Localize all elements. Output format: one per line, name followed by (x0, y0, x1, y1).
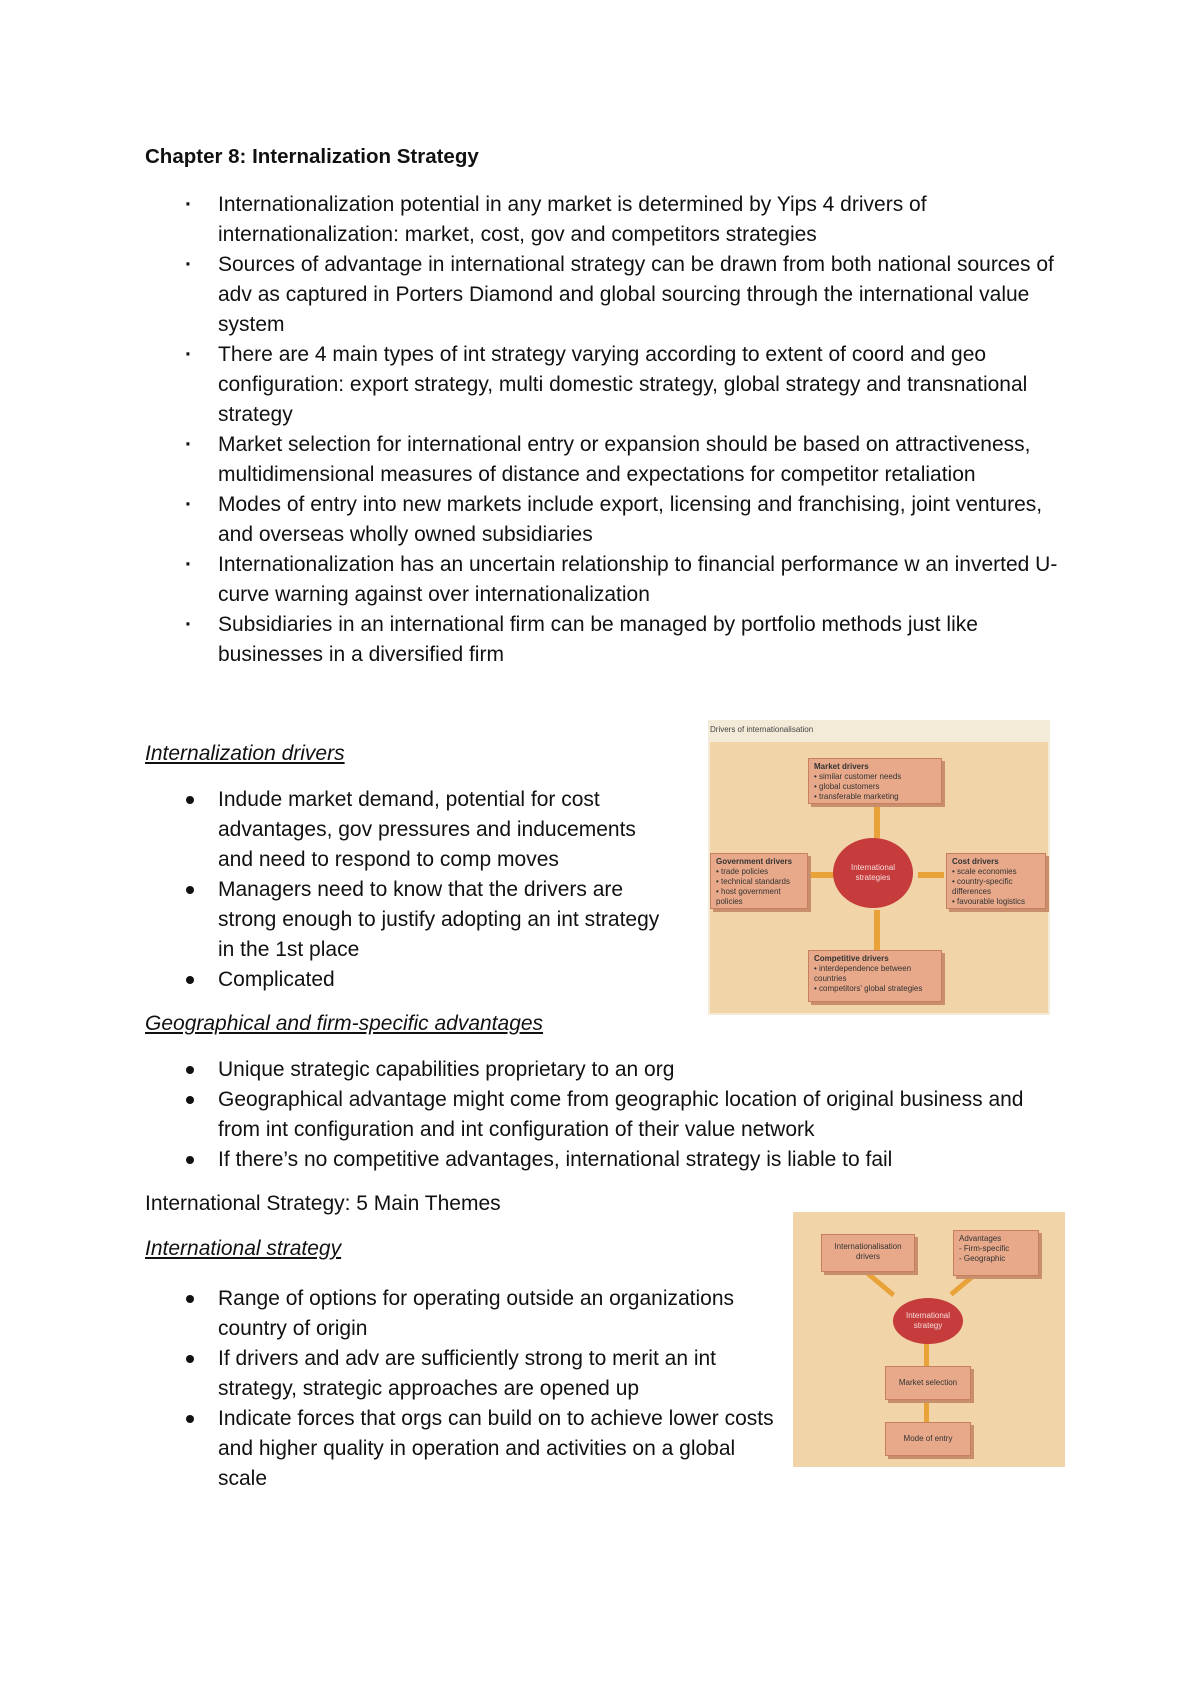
drivers-list (145, 785, 675, 995)
box-title: Government drivers (716, 857, 793, 866)
list-item: Unique strategic capabilities proprietary to an org (145, 1055, 1065, 1085)
list-item: Complicated (145, 965, 675, 995)
market-selection-box: Market selection (885, 1366, 971, 1400)
arrow-drivers-to-strategy (861, 1268, 895, 1298)
box-item: • country-specific differences (952, 877, 1013, 896)
market-drivers-box (808, 758, 942, 804)
arrow-down (874, 798, 880, 838)
mode-of-entry-box: Mode of entry (885, 1422, 971, 1456)
list-item: Managers need to know that the drivers are strong enough to justify adopting an int strategy in the 1st place (145, 875, 675, 965)
box-item: • favourable logistics (952, 897, 1026, 906)
page-title: Chapter 8: Internalization Strategy (145, 145, 479, 168)
box-title: Cost drivers (952, 857, 999, 866)
list-item: · Modes of entry into new markets include export, licensing and franchising, joint ventures, and overseas wholly owned subsidiaries (145, 490, 1065, 550)
box-item: • technical standards (716, 877, 790, 886)
drivers-heading: Internalization drivers (145, 742, 345, 765)
list-item: · Market selection for international entry or expansion should be based on attractiveness, multidimensional measures of distance and expectations for competitor retaliation (145, 430, 1065, 490)
list-item: · Internationalization potential in any market is determined by Yips 4 drivers of internationalization: market, cost, gov and competitors strategies (145, 190, 1065, 250)
summary-list (145, 190, 1065, 670)
list-item: Indude market demand, potential for cost advantages, gov pressures and inducements and need to respond to comp moves (145, 785, 675, 875)
box-title: Competitive drivers (814, 954, 889, 963)
strategy-heading: International strategy (145, 1237, 342, 1260)
advantages-list (145, 1055, 1065, 1175)
box-item: • scale economies (952, 867, 1017, 876)
list-item: · Sources of advantage in international strategy can be drawn from both national sources of adv as captured in Porters Diamond and global sourcing through the international value system (145, 250, 1065, 340)
themes-title: International Strategy: 5 Main Themes (145, 1192, 501, 1215)
box-item: - Geographic (959, 1254, 1006, 1263)
list-item: · Subsidiaries in an international firm can be managed by portfolio methods just like businesses in a diversified firm (145, 610, 1065, 670)
arrow-market-to-mode (924, 1399, 929, 1423)
list-item: Indicate forces that orgs can build on to achieve lower costs and higher quality in operation and activities on a global scale (145, 1404, 785, 1494)
drivers-diagram (708, 720, 1050, 1015)
arrow-left (918, 872, 944, 878)
list-item: Range of options for operating outside an organizations country of origin (145, 1284, 785, 1344)
box-title: Advantages (959, 1234, 1002, 1243)
box-item: • transferable marketing (814, 792, 899, 801)
list-item: · There are 4 main types of int strategy varying according to extent of coord and geo configuration: export strategy, multi domestic strategy, global strategy and transnational strategy (145, 340, 1065, 430)
list-item: If there’s no competitive advantages, international strategy is liable to fail (145, 1145, 1065, 1175)
competitive-drivers-box (808, 950, 942, 1002)
list-item: Geographical advantage might come from geographic location of original business and from int configuration and int configuration of their value network (145, 1085, 1065, 1145)
box-item: • trade policies (716, 867, 769, 876)
strategy-list (145, 1284, 785, 1494)
list-item: If drivers and adv are sufficiently strong to merit an int strategy, strategic approaches are opened up (145, 1344, 785, 1404)
list-item: · Internationalization has an uncertain relationship to financial performance w an inverted U-curve warning against over internationalization (145, 550, 1065, 610)
box-item: • competitors' global strategies (814, 984, 923, 993)
international-strategies-circle: International strategies (833, 838, 913, 908)
government-drivers-box (710, 853, 808, 909)
box-item: • global customers (814, 782, 880, 791)
box-item: • similar customer needs (814, 772, 902, 781)
themes-diagram (793, 1212, 1065, 1467)
cost-drivers-box (946, 853, 1046, 909)
box-item: • host government policies (716, 887, 781, 906)
arrow-up (874, 910, 880, 950)
arrow-strategy-to-market (924, 1340, 929, 1368)
internationalisation-drivers-box: Internationalisation drivers (821, 1234, 915, 1272)
box-item: • interdependence between countries (814, 964, 912, 983)
box-title: Market drivers (814, 762, 869, 771)
figure-caption: Drivers of internationalisation (710, 725, 814, 734)
box-item: - Firm-specific (959, 1244, 1010, 1253)
international-strategy-circle: International strategy (893, 1298, 963, 1344)
advantages-heading: Geographical and firm-specific advantages (145, 1012, 544, 1035)
advantages-box (953, 1230, 1039, 1276)
